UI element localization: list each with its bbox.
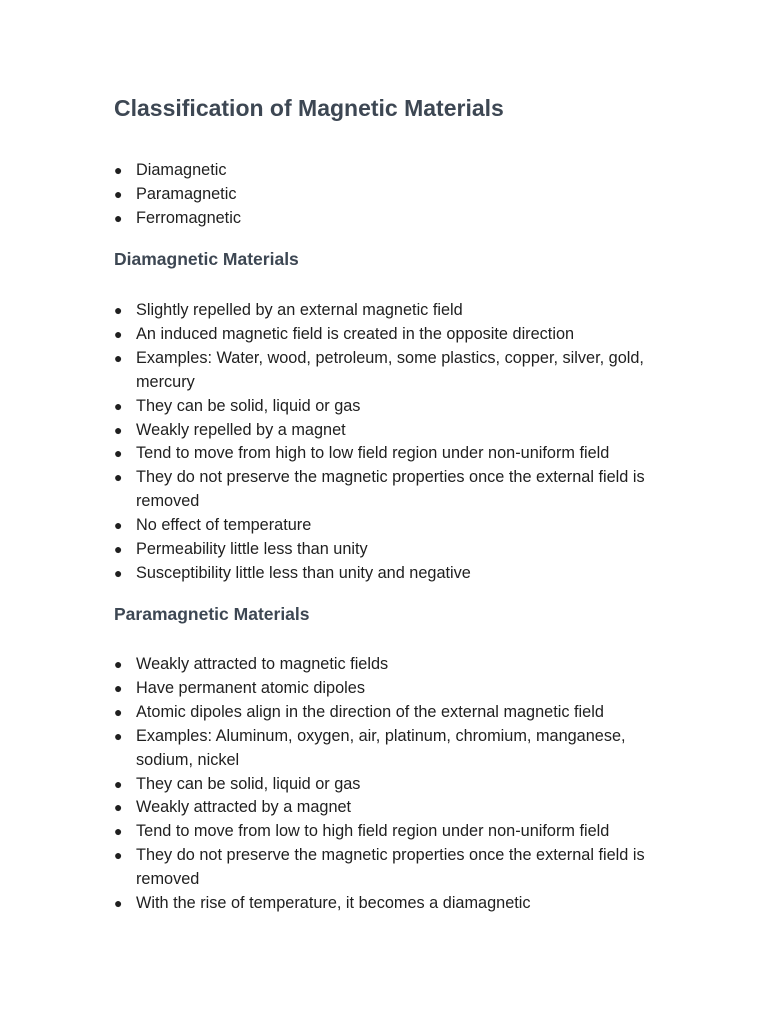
list-item: ● Weakly attracted by a magnet — [114, 796, 674, 820]
diamagnetic-list — [114, 299, 674, 586]
bullet-icon: ● — [114, 445, 123, 462]
bullet-icon: ● — [114, 823, 123, 840]
list-item: ● Diamagnetic — [114, 159, 674, 183]
list-item: ● Susceptibility little less than unity and negative — [114, 562, 674, 586]
list-item: ● An induced magnetic field is created in the opposite direction — [114, 323, 674, 347]
diamagnetic-heading: Diamagnetic Materials — [114, 249, 299, 269]
bullet-icon: ● — [114, 775, 123, 792]
list-item: ● Have permanent atomic dipoles — [114, 677, 674, 701]
list-item: ● With the rise of temperature, it becomes a diamagnetic — [114, 892, 674, 916]
bullet-icon: ● — [114, 325, 123, 342]
bullet-icon: ● — [114, 469, 123, 486]
bullet-icon: ● — [114, 397, 123, 414]
bullet-icon: ● — [114, 302, 123, 318]
bullet-icon: ● — [114, 656, 123, 672]
bullet-icon: ● — [114, 679, 123, 696]
bullet-icon: ● — [114, 895, 123, 912]
bullet-icon: ● — [114, 847, 123, 864]
page-title: Classification of Magnetic Materials — [114, 95, 504, 121]
list-item: ● Atomic dipoles align in the direction of the external magnetic field — [114, 701, 674, 725]
list-item: ● They do not preserve the magnetic properties once the external field is removed — [114, 846, 645, 889]
bullet-icon: ● — [114, 799, 123, 816]
bullet-icon: ● — [114, 727, 123, 744]
list-item: ● They can be solid, liquid or gas — [114, 395, 674, 419]
bullet-icon: ● — [114, 162, 123, 178]
list-item: ● Examples: Aluminum, oxygen, air, platinum, chromium, manganese, sodium, nickel — [114, 726, 626, 769]
list-item: ● Tend to move from high to low field region under non-uniform field — [114, 442, 674, 466]
paramagnetic-list — [114, 653, 674, 916]
list-item: ● Permeability little less than unity — [114, 538, 674, 562]
list-item: ● Weakly repelled by a magnet — [114, 419, 674, 443]
bullet-icon: ● — [114, 209, 123, 226]
list-item: ● Ferromagnetic — [114, 207, 674, 231]
list-item: ● Examples: Water, wood, petroleum, some plastics, copper, silver, gold, mercury — [114, 348, 644, 391]
list-item: ● Weakly attracted to magnetic fields — [114, 653, 674, 677]
classification-list — [114, 159, 674, 231]
list-item: ● No effect of temperature — [114, 514, 674, 538]
bullet-icon: ● — [114, 421, 123, 438]
paramagnetic-heading: Paramagnetic Materials — [114, 604, 310, 624]
bullet-icon: ● — [114, 541, 123, 558]
bullet-icon: ● — [114, 517, 123, 534]
list-item: ● Slightly repelled by an external magnetic field — [114, 299, 674, 323]
list-item: ● Paramagnetic — [114, 183, 674, 207]
list-item: ● Tend to move from low to high field region under non-uniform field — [114, 820, 674, 844]
list-item: ● They can be solid, liquid or gas — [114, 773, 674, 797]
list-item: ● They do not preserve the magnetic properties once the external field is removed — [114, 468, 645, 511]
bullet-icon: ● — [114, 185, 123, 202]
bullet-icon: ● — [114, 564, 123, 581]
bullet-icon: ● — [114, 349, 123, 366]
bullet-icon: ● — [114, 703, 123, 720]
